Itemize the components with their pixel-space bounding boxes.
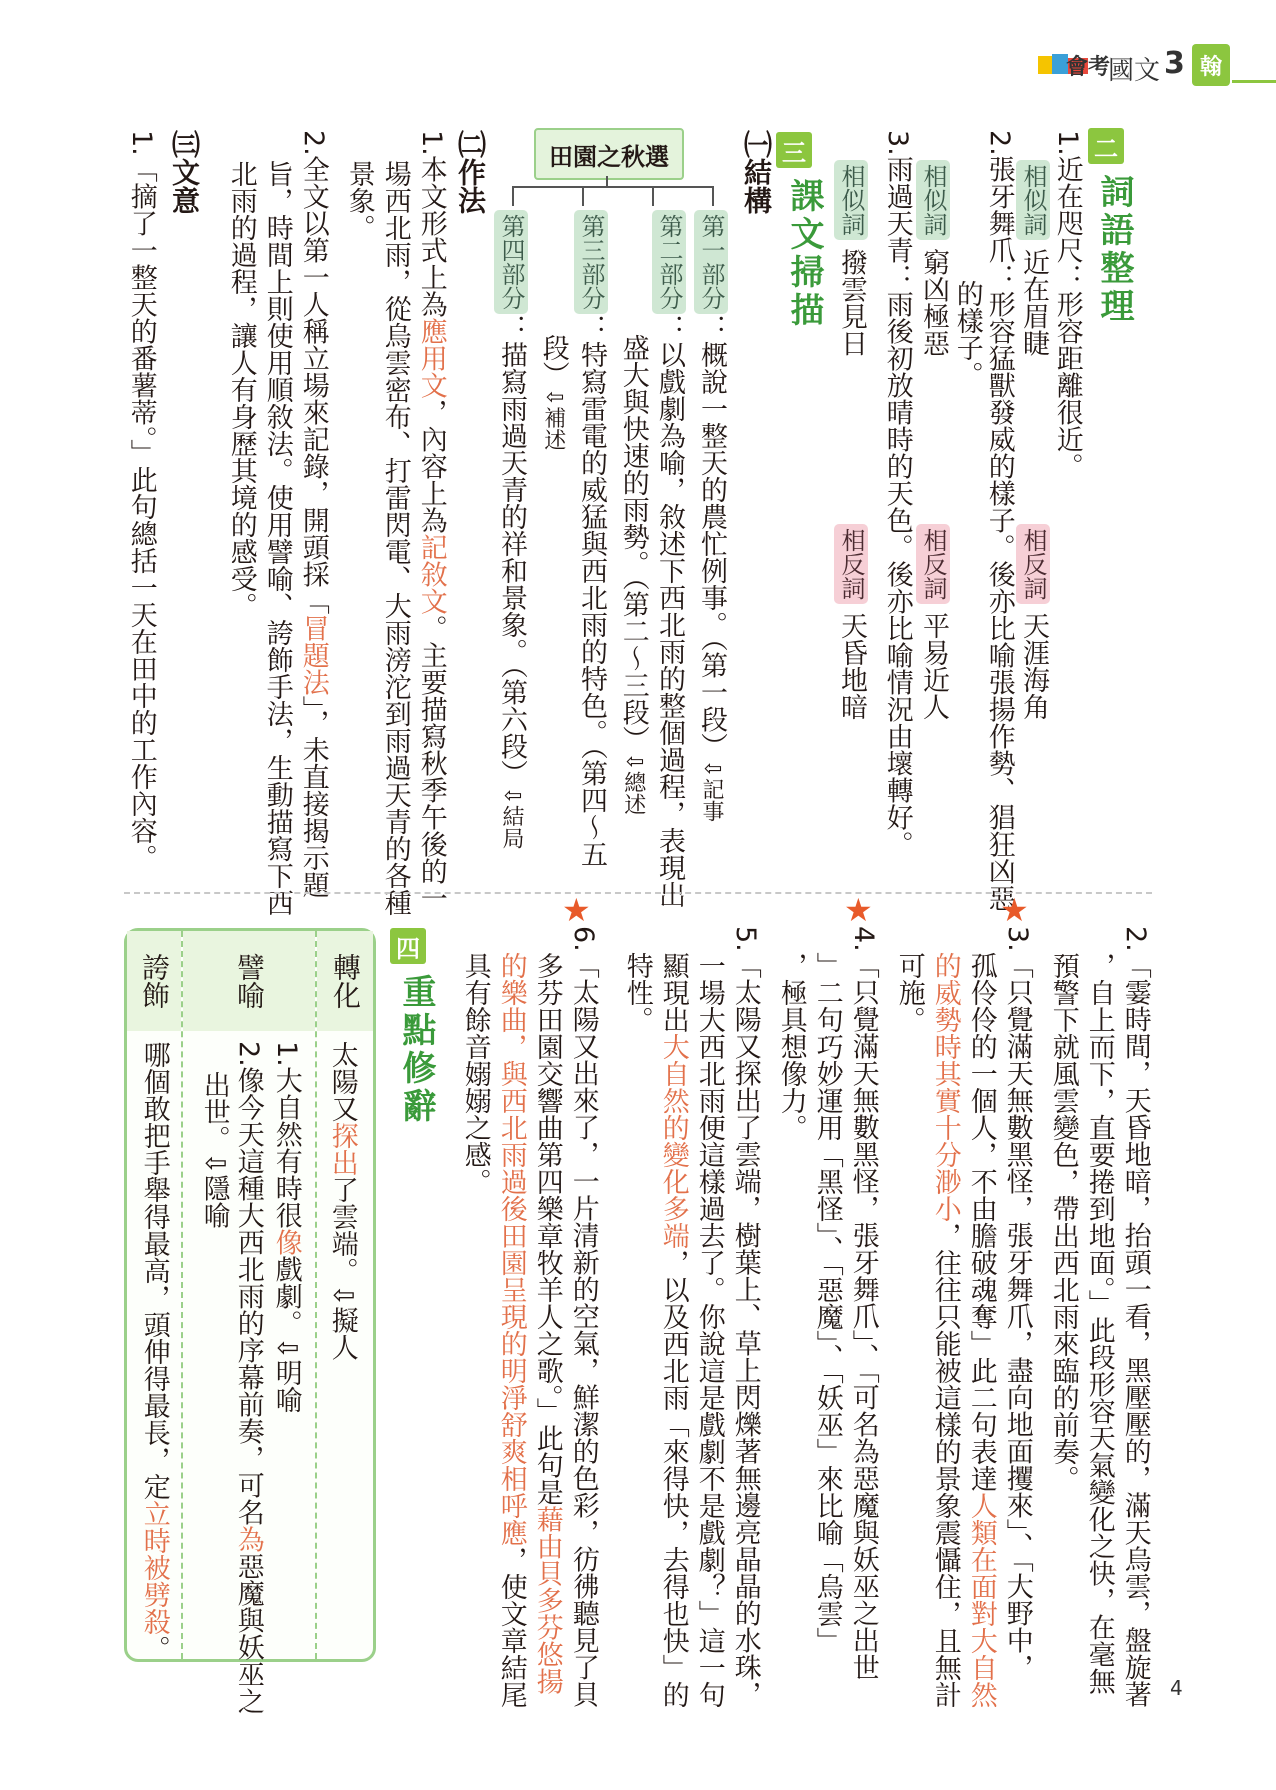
idea-item-2: 2.「霎時間，天昏地暗，抬頭一看，黑壓壓的，滿天烏雲，盤旋著 (1119, 926, 1151, 1708)
antonym-label: 相反詞 (1016, 524, 1050, 604)
star-icon: ★ (562, 891, 591, 929)
synonym-label: 相似詞 (834, 160, 868, 240)
idea-label: ㈢文意 (168, 130, 201, 214)
section-title-3: 課文掃描 (784, 178, 824, 330)
structure-part-3: 第三部分：特寫雷電的威猛與西北雨的特色。（第四～五 (574, 210, 608, 868)
rhetoric-kuashi-example: 哪個敢把手舉得最高，頭伸得最長，定立時被劈殺。 (138, 1041, 170, 1662)
header-brand: 會考 (1066, 55, 1111, 80)
method-item-2: 2.全文以第一人稱立場來記錄，開頭採「冒題法」，未直接揭示題 (297, 130, 329, 899)
rhetoric-table (124, 928, 376, 1715)
idea-item-4-cont: 」二句巧妙運用「黑怪」、「惡魔」、「妖巫」來比喻「烏雲」 (811, 952, 843, 1654)
antonym-label: 相反詞 (916, 524, 950, 604)
idea-item-4: 4.「只覺滿天無數黑怪，張牙舞爪」、「可名為惡魔與妖巫之出世 (847, 926, 879, 1681)
idea-item-3-cont: 的威勢時其實十分渺小，往往只能被這樣的景象震懾住，且無計 (929, 952, 961, 1708)
diagram-line (512, 186, 714, 188)
diagram-line (582, 186, 584, 206)
header-book: 國文 (1108, 56, 1161, 86)
vocab-item-1-relations: 相似詞 近在眉睫 相反詞 天涯海角 (1016, 160, 1050, 720)
vocab-item-2: 2.張牙舞爪：形容猛獸發威的樣子。後亦比喻張揚作勢、猖狂凶惡 (983, 130, 1015, 912)
structure-part-3-cont: 段）⇩補述 (537, 334, 569, 451)
diagram-line (512, 186, 514, 206)
structure-diagram-title: 田園之秋選 (534, 128, 684, 180)
idea-item-3: 3.「只覺滿天無數黑怪，張牙舞爪，盡向地面攫來」、「大野中， (1001, 926, 1033, 1681)
structure-part-2-cont: 盛大與快速的雨勢。（第二～三段）⇩總述 (617, 334, 649, 815)
idea-item-3-cont: 孤伶伶的一個人，不由膽破魂奪」此二句表達人類在面對大自然 (965, 952, 997, 1708)
section-number-2: 二 (1088, 128, 1124, 164)
method-item-1-cont: 場西北雨，從烏雲密布、打雷閃電、大雨滂沱到雨過天青的各種 (379, 160, 411, 916)
section-number-4: 四 (390, 928, 426, 964)
structure-part-1: 第一部分：概說一整天的農忙例事。（第一段）⇩記事 (694, 210, 728, 822)
idea-item-6-cont: 的樂曲，與西北雨過後田園呈現的明淨舒爽相呼應，使文章結尾 (495, 952, 527, 1708)
section-title-2: 詞語整理 (1094, 174, 1134, 326)
method-label: ㈡作法 (454, 130, 487, 214)
rhetoric-piyu-example-1: 1.大自然有時很像戲劇。⇩明喻 (270, 1041, 302, 1414)
rhetoric-piyu-example-2-cont: 出世。⇩隱喻 (198, 1071, 230, 1229)
structure-part-4: 第四部分：描寫雨過天青的祥和景象。（第六段）⇩結局 (494, 210, 528, 849)
diagram-line (652, 186, 654, 206)
idea-item-2-cont: ，自上而下，直要捲到地面。」此段形容天氣變化之快，在毫無 (1083, 952, 1115, 1695)
idea-item-5-cont: 特性。 (621, 952, 653, 1033)
idea-item-5: 5.「太陽又探出了雲端，樹葉上、草上閃爍著無邊亮晶晶的水珠， (729, 926, 761, 1708)
table-divider (315, 931, 317, 1659)
idea-item-5-cont: 一場大西北雨便這樣過去了。你說這是戲劇不是戲劇？」這一句 (693, 952, 725, 1708)
structure-label: ㈠結構 (740, 130, 773, 214)
structure-part-2: 第二部分：以戲劇為喻，敘述下西北雨的整個過程，表現出 (652, 210, 686, 908)
vocab-item-2-cont: 的樣子。 (951, 280, 983, 388)
synonym-label: 相似詞 (1016, 160, 1050, 240)
star-icon: ★ (1000, 891, 1029, 929)
vocab-item-1: 1.近在咫尺：形容距離很近。 (1051, 130, 1083, 480)
star-icon: ★ (844, 891, 873, 929)
idea-item-2-cont: 預警下就風雲變色，帶出西北雨來臨的前奏。 (1047, 952, 1079, 1492)
synonym-label: 相似詞 (916, 160, 950, 240)
rhetoric-label-zhuanhua: 轉化 (317, 931, 373, 1031)
idea-item-5-cont: 顯現出大自然的變化多端，以及西北雨「來得快，去得也快」的 (657, 952, 689, 1708)
rhetoric-label-kuashi: 誇飾 (127, 931, 181, 1031)
idea-item-1: 1.「摘了一整天的番薯蒂。」此句總括一天在田中的工作內容。 (125, 130, 157, 872)
rhetoric-label-piyu: 譬喻 (183, 931, 315, 1031)
page-number: 4 (1170, 1676, 1183, 1700)
vocab-item-3-relations: 相似詞 撥雲見日 相反詞 天昏地暗 (834, 160, 868, 720)
rhetoric-zhuanhua-example: 太陽又探出了雲端。⇩擬人 (326, 1041, 358, 1361)
antonym-label: 相反詞 (834, 524, 868, 604)
idea-item-6-cont: 具有餘音嫋嫋之感。 (459, 952, 491, 1195)
header-rule (1232, 80, 1276, 83)
idea-item-4-cont: ，極具想像力。 (775, 952, 807, 1141)
section-number-3: 三 (776, 132, 812, 168)
idea-item-3-cont: 可施。 (893, 952, 925, 1033)
method-item-2-cont: 旨，時間上則使用順敘法。使用譬喻、誇飾手法，生動描寫下西 (261, 160, 293, 916)
vocab-item-3: 3.雨過天青：雨後初放晴時的天色。後亦比喻情況由壞轉好。 (881, 130, 913, 858)
idea-item-6-cont: 多芬田園交響曲第四樂章牧羊人之歌。」此句是藉由貝多芬悠揚 (531, 952, 563, 1695)
section-divider (124, 892, 1152, 894)
method-item-1-cont: 景象。 (343, 160, 375, 241)
header-edition-badge: 翰 (1192, 44, 1230, 86)
section-title-4: 重點修辭 (396, 974, 436, 1126)
idea-item-6: 6.「太陽又出來了，一片清新的空氣，鮮潔的色彩，彷彿聽見了貝 (567, 926, 599, 1708)
method-item-1: 1.本文形式上為應用文，內容上為記敘文。主要描寫秋季午後的一 (415, 130, 447, 912)
vocab-item-2-relations: 相似詞 窮凶極惡 相反詞 平易近人 (916, 160, 950, 720)
method-item-2-cont: 北雨的過程，讓人有身歷其境的感受。 (225, 160, 257, 619)
diagram-line (606, 176, 608, 186)
table-divider (181, 931, 183, 1659)
rhetoric-piyu-example-2: 2.像今天這種大西北雨的序幕前奏，可名為惡魔與妖巫之 (232, 1041, 264, 1715)
header-volume: 3 (1164, 46, 1185, 81)
diagram-line (712, 186, 714, 206)
